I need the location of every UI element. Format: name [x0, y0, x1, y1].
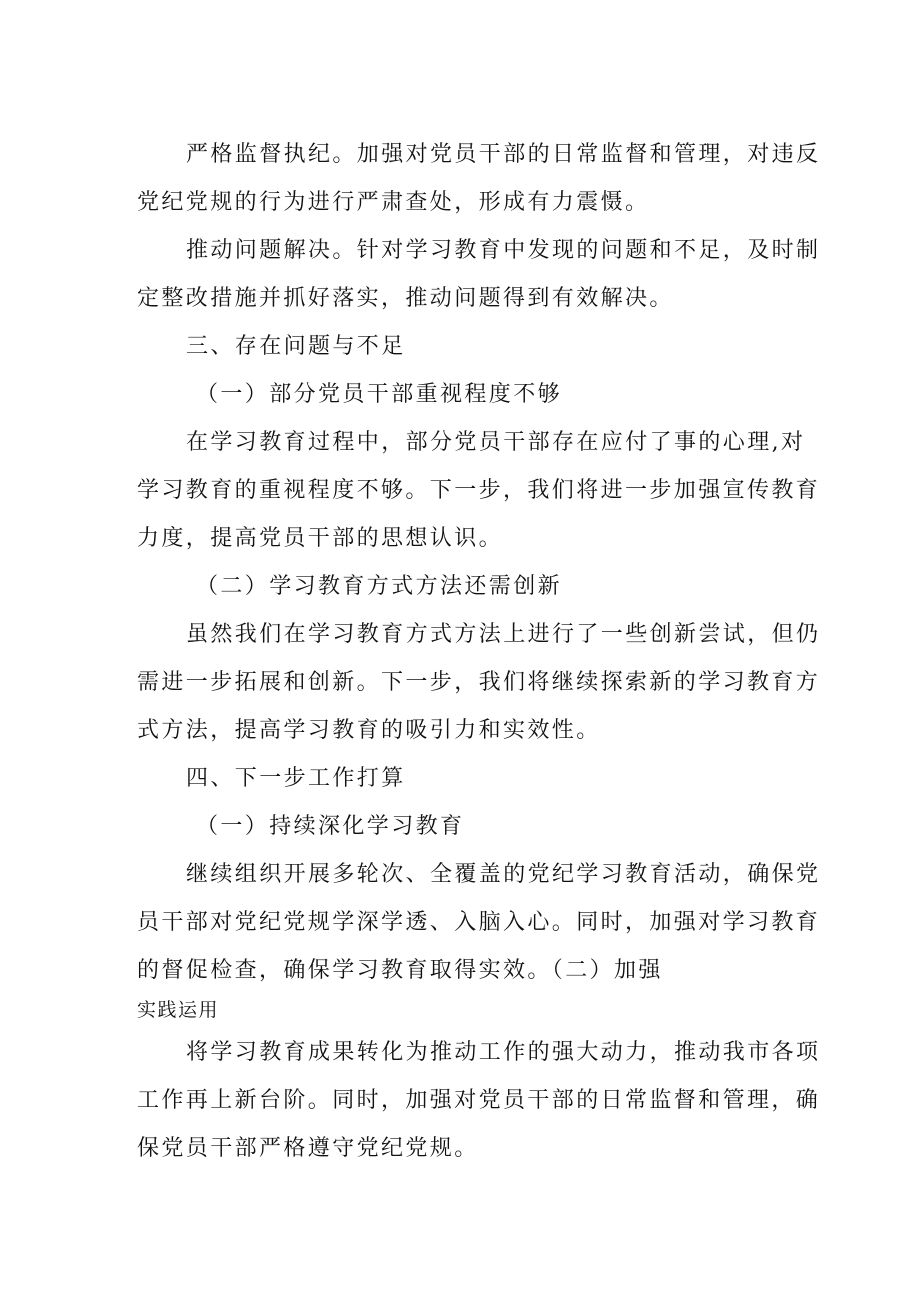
paragraph-line: 推动问题解决。针对学习教育中发现的问题和不足，及时制: [186, 238, 821, 263]
paragraph-line: 式方法，提高学习教育的吸引力和实效性。: [137, 718, 601, 743]
paragraph-line: 将学习教育成果转化为推动工作的强大动力，推动我市各项: [186, 1040, 821, 1065]
paragraph-line: 严格监督执纪。加强对党员干部的日常监督和管理，对违反: [186, 142, 821, 167]
paragraph-line: 定整改措施并抓好落实，推动问题得到有效解决。: [137, 286, 674, 311]
paragraph-line: 虽然我们在学习教育方式方法上进行了一些创新尝试，但仍: [186, 622, 821, 647]
subsection-heading: （一）部分党员干部重视程度不够: [196, 382, 563, 407]
subsection-heading: （二）学习教育方式方法还需创新: [196, 574, 563, 599]
paragraph-line: 员干部对党纪党规学深学透、入脑入心。同时，加强对学习教育: [137, 910, 821, 935]
paragraph-line: 学习教育的重视程度不够。下一步，我们将进一步加强宣传教育: [137, 478, 821, 503]
paragraph-line: 力度，提高党员干部的思想认识。: [137, 526, 504, 551]
paragraph-line: 在学习教育过程中，部分党员干部存在应付了事的心理,对: [186, 430, 806, 455]
paragraph-line: 保党员干部严格遵守党纪党规。: [137, 1136, 479, 1161]
paragraph-line: 工作再上新台阶。同时，加强对党员干部的日常监督和管理，确: [137, 1088, 821, 1113]
paragraph-line: 实践运用: [137, 999, 220, 1021]
paragraph-line: 党纪党规的行为进行严肃查处，形成有力震慑。: [137, 190, 650, 215]
paragraph-line: 需进一步拓展和创新。下一步，我们将继续探索新的学习教育方: [137, 670, 821, 695]
paragraph-line: 继续组织开展多轮次、全覆盖的党纪学习教育活动，确保党: [186, 862, 821, 887]
section-heading: 三、存在问题与不足: [186, 334, 406, 359]
section-heading: 四、下一步工作打算: [186, 766, 406, 791]
paragraph-line: 的督促检查，确保学习教育取得实效。（二）加强: [137, 958, 663, 983]
subsection-heading: （一）持续深化学习教育: [196, 814, 465, 839]
